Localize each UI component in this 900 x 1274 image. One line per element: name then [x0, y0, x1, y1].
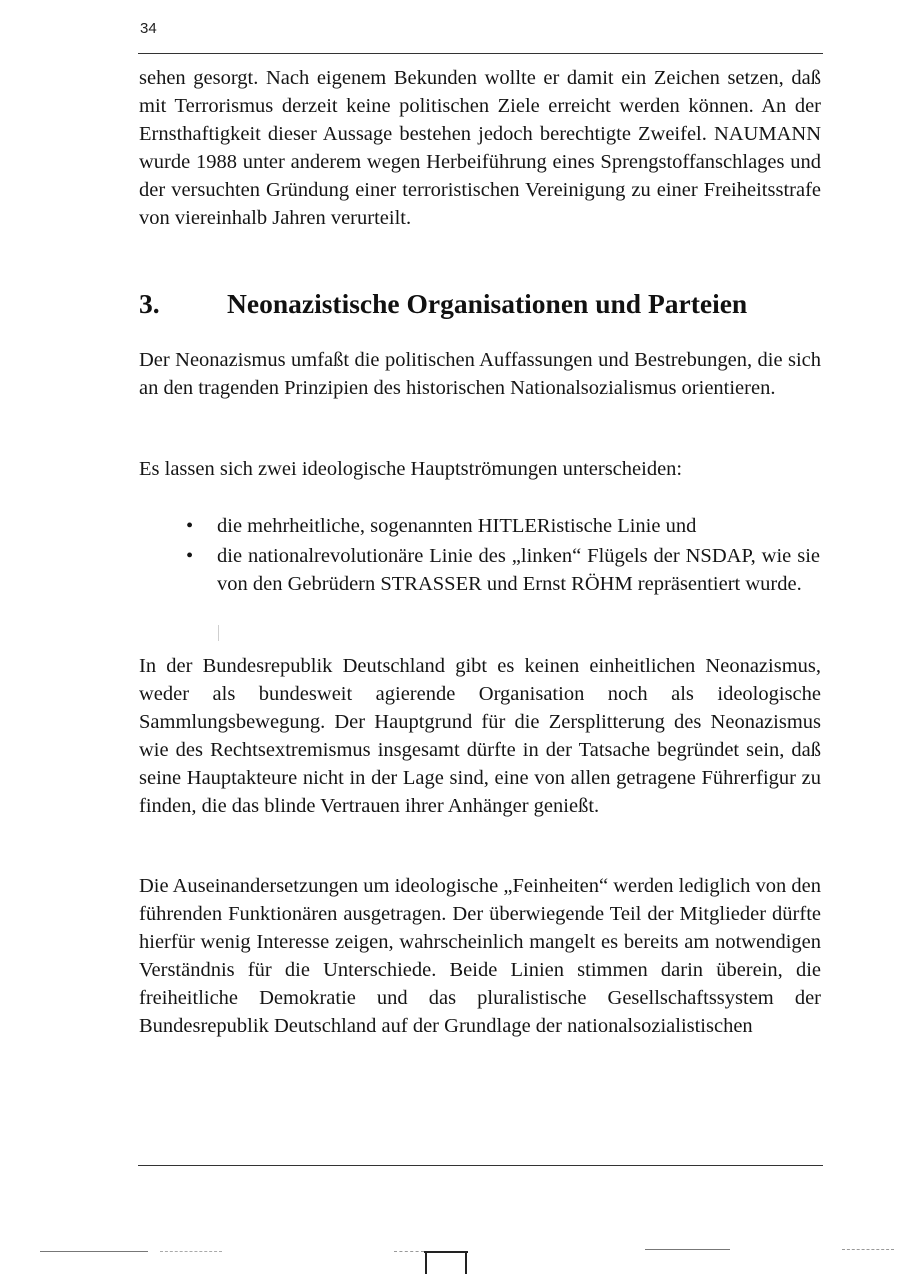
bullet-list	[186, 512, 820, 600]
page-number: 34	[140, 20, 157, 37]
section-number: 3.	[139, 288, 160, 319]
paragraph-1: sehen gesorgt. Nach eigenem Bekunden wollte er damit ein Zeichen setzen, daß mit Terrorismus derzeit keine politischen Ziele erreicht werden können. An der Ernsthaftigkeit dieser Aussage bestehen jedoch berechtigte Zweifel. NAUMANN wurde 1988 unter anderem wegen Herbeiführung eines Sprengstoffanschlages und der versuchten Gründung einer terroristischen Vereinigung zu einer Freiheitsstrafe von viereinhalb Jahren verurteilt.	[139, 67, 821, 229]
bullet-icon: •	[186, 515, 194, 537]
crop-mark	[425, 1251, 427, 1274]
list-item-text: die nationalrevolutionäre Linie des „linken“ Flügels der NSDAP, wie sie von den Gebrüdern STRASSER und Ernst RÖHM repräsentiert wurde.	[217, 545, 820, 595]
scan-artifact-line	[160, 1251, 222, 1252]
section-title: Neonazistische Organisationen und Parteien	[227, 288, 748, 319]
scan-artifact-line	[645, 1249, 730, 1250]
scan-artifact-line	[842, 1249, 894, 1250]
list-item	[186, 512, 820, 540]
paragraph-4: In der Bundesrepublik Deutschland gibt es keinen einheitlichen Neonazismus, weder als bundesweit agierende Organisation noch als ideologische Sammlungsbewegung. Der Hauptgrund für die Zersplitterung des Neonazismus wie des Rechtsextremismus insgesamt dürfte in der Tatsache begründet sein, daß seine Hauptakteure nicht in der Lage sind, eine von allen getragene Führerfigur zu finden, die das blinde Vertrauen ihrer Anhänger genießt.	[139, 655, 821, 817]
crop-mark	[465, 1251, 467, 1274]
scan-artifact-line	[40, 1251, 148, 1252]
section-heading	[139, 284, 829, 324]
paragraph-2: Der Neonazismus umfaßt die politischen Auffassungen und Bestrebungen, die sich an den tragenden Prinzipien des historischen Nationalsozialismus orientieren.	[139, 349, 821, 399]
scan-artifact-line	[394, 1251, 424, 1252]
scan-speck	[218, 625, 219, 641]
paragraph-3: Es lassen sich zwei ideologische Hauptströmungen unterscheiden:	[139, 458, 683, 480]
header-rule	[138, 53, 823, 54]
footer-rule	[138, 1165, 823, 1166]
crop-mark	[424, 1251, 468, 1253]
list-item-text: die mehrheitliche, sogenannten HITLERistische Linie und	[217, 515, 697, 537]
list-item	[186, 542, 820, 598]
paragraph-5: Die Auseinandersetzungen um ideologische „Feinheiten“ werden lediglich von den führenden Funktionären ausgetragen. Der überwiegende Teil der Mitglieder dürfte hierfür wenig Interesse zeigen, wahrscheinlich mangelt es bereits am notwendigen Verständnis für die Unterschiede. Beide Linien stimmen darin überein, die freiheitliche Demokratie und das pluralistische Gesellschaftssystem der Bundesrepublik Deutschland auf der Grundlage der nationalsozialistischen	[139, 875, 821, 1037]
bullet-icon: •	[186, 545, 194, 567]
